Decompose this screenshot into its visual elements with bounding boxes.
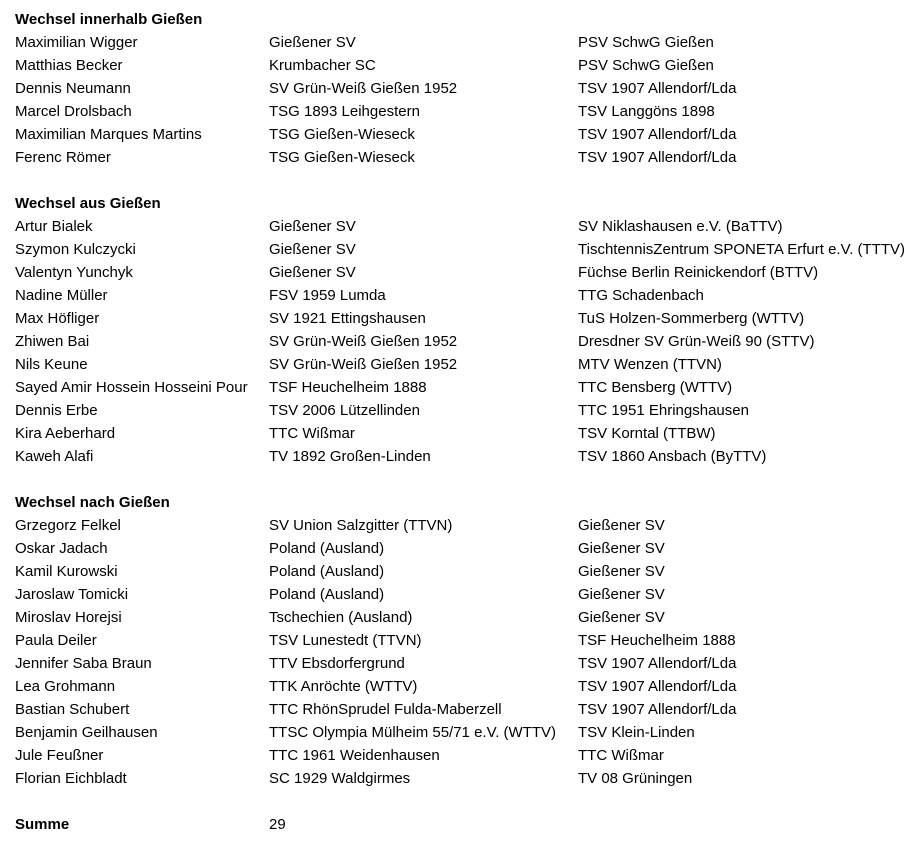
- summary-row: [15, 813, 913, 836]
- transfer-row: [15, 100, 913, 123]
- to-club: TSF Heuchelheim 1888: [578, 632, 736, 649]
- to-club: TSV 1907 Allendorf/Lda: [578, 701, 737, 718]
- transfer-row: [15, 744, 913, 767]
- transfer-row: [15, 445, 913, 468]
- to-club: TSV Klein-Linden: [578, 724, 695, 741]
- player-name: Jule Feußner: [15, 747, 104, 764]
- from-club: Gießener SV: [269, 241, 356, 258]
- player-name: Maximilian Marques Martins: [15, 126, 202, 143]
- transfer-row: [15, 560, 913, 583]
- player-name: Szymon Kulczycki: [15, 241, 136, 258]
- transfer-row: [15, 629, 913, 652]
- from-club: TSF Heuchelheim 1888: [269, 379, 427, 396]
- transfer-row: [15, 215, 913, 238]
- spacer-row: [15, 169, 913, 192]
- from-club: TSG Gießen-Wieseck: [269, 126, 415, 143]
- from-club: Gießener SV: [269, 218, 356, 235]
- to-club: SV Niklashausen e.V. (BaTTV): [578, 218, 783, 235]
- to-club: TuS Holzen-Sommerberg (WTTV): [578, 310, 805, 327]
- player-name: Dennis Neumann: [15, 80, 131, 97]
- player-name: Maximilian Wigger: [15, 34, 138, 51]
- player-name: Kaweh Alafi: [15, 448, 94, 465]
- to-club: TSV 1860 Ansbach (ByTTV): [578, 448, 767, 465]
- transfer-row: [15, 514, 913, 537]
- to-club: TSV 1907 Allendorf/Lda: [578, 149, 737, 166]
- player-name: Oskar Jadach: [15, 540, 108, 557]
- from-club: SV Grün-Weiß Gießen 1952: [269, 80, 458, 97]
- player-name: Kira Aeberhard: [15, 425, 116, 442]
- player-name: Miroslav Horejsi: [15, 609, 122, 626]
- to-club: Gießener SV: [578, 563, 665, 580]
- player-name: Nadine Müller: [15, 287, 108, 304]
- player-name: Valentyn Yunchyk: [15, 264, 133, 281]
- from-club: Poland (Ausland): [269, 563, 385, 580]
- transfer-row: [15, 422, 913, 445]
- from-club: TTC 1961 Weidenhausen: [269, 747, 440, 764]
- to-club: TSV 1907 Allendorf/Lda: [578, 126, 737, 143]
- player-name: Paula Deiler: [15, 632, 97, 649]
- to-club: TSV 1907 Allendorf/Lda: [578, 678, 737, 695]
- to-club: PSV SchwG Gießen: [578, 57, 714, 74]
- player-name: Grzegorz Felkel: [15, 517, 121, 534]
- from-club: TSV 2006 Lützellinden: [269, 402, 420, 419]
- transfer-row: [15, 238, 913, 261]
- transfer-row: [15, 284, 913, 307]
- to-club: PSV SchwG Gießen: [578, 34, 714, 51]
- summary-value: 29: [269, 816, 286, 833]
- transfer-row: [15, 721, 913, 744]
- to-club: TischtennisZentrum SPONETA Erfurt e.V. (TTTV): [578, 241, 906, 258]
- to-club: Gießener SV: [578, 517, 665, 534]
- from-club: Krumbacher SC: [269, 57, 376, 74]
- from-club: Poland (Ausland): [269, 540, 385, 557]
- player-name: Max Höfliger: [15, 310, 100, 327]
- from-club: SV Grün-Weiß Gießen 1952: [269, 333, 458, 350]
- from-club: TTK Anröchte (WTTV): [269, 678, 418, 695]
- transfer-row: [15, 54, 913, 77]
- to-club: TV 08 Grüningen: [578, 770, 693, 787]
- spacer-row: [15, 468, 913, 491]
- transfer-row: [15, 77, 913, 100]
- from-club: Tschechien (Ausland): [269, 609, 413, 626]
- from-club: SV Union Salzgitter (TTVN): [269, 517, 453, 534]
- from-club: FSV 1959 Lumda: [269, 287, 386, 304]
- section-header: [15, 491, 913, 514]
- transfer-row: [15, 675, 913, 698]
- section-title: Wechsel nach Gießen: [15, 494, 170, 511]
- from-club: TSG 1893 Leihgestern: [269, 103, 420, 120]
- transfer-row: [15, 767, 913, 790]
- transfer-row: [15, 330, 913, 353]
- from-club: Gießener SV: [269, 34, 356, 51]
- from-club: Gießener SV: [269, 264, 356, 281]
- transfer-row: [15, 353, 913, 376]
- to-club: Dresdner SV Grün-Weiß 90 (STTV): [578, 333, 815, 350]
- to-club: TSV Korntal (TTBW): [578, 425, 716, 442]
- transfer-row: [15, 376, 913, 399]
- player-name: Ferenc Römer: [15, 149, 111, 166]
- from-club: TSG Gießen-Wieseck: [269, 149, 415, 166]
- transfer-row: [15, 31, 913, 54]
- transfer-row: [15, 123, 913, 146]
- transfer-row: [15, 606, 913, 629]
- player-name: Bastian Schubert: [15, 701, 130, 718]
- player-name: Kamil Kurowski: [15, 563, 118, 580]
- from-club: TTV Ebsdorfergrund: [269, 655, 405, 672]
- section-title: Wechsel innerhalb Gießen: [15, 11, 203, 28]
- player-name: Marcel Drolsbach: [15, 103, 132, 120]
- transfer-row: [15, 261, 913, 284]
- spacer-row: [15, 790, 913, 813]
- from-club: TV 1892 Großen-Linden: [269, 448, 431, 465]
- summary-label: Summe: [15, 816, 70, 833]
- from-club: TTSC Olympia Mülheim 55/71 e.V. (WTTV): [269, 724, 557, 741]
- to-club: Gießener SV: [578, 609, 665, 626]
- player-name: Sayed Amir Hossein Hosseini Pour: [15, 379, 248, 396]
- to-club: TSV Langgöns 1898: [578, 103, 715, 120]
- from-club: TTC RhönSprudel Fulda-Maberzell: [269, 701, 502, 718]
- transfer-list-document: [15, 8, 913, 836]
- transfer-row: [15, 652, 913, 675]
- player-name: Jaroslaw Tomicki: [15, 586, 129, 603]
- from-club: TSV Lunestedt (TTVN): [269, 632, 422, 649]
- player-name: Nils Keune: [15, 356, 88, 373]
- to-club: Füchse Berlin Reinickendorf (BTTV): [578, 264, 819, 281]
- from-club: SV Grün-Weiß Gießen 1952: [269, 356, 458, 373]
- player-name: Lea Grohmann: [15, 678, 116, 695]
- transfer-row: [15, 307, 913, 330]
- to-club: TSV 1907 Allendorf/Lda: [578, 655, 737, 672]
- to-club: Gießener SV: [578, 586, 665, 603]
- to-club: TSV 1907 Allendorf/Lda: [578, 80, 737, 97]
- player-name: Matthias Becker: [15, 57, 123, 74]
- player-name: Dennis Erbe: [15, 402, 98, 419]
- section-header: [15, 192, 913, 215]
- to-club: TTC Bensberg (WTTV): [578, 379, 733, 396]
- from-club: TTC Wißmar: [269, 425, 355, 442]
- transfer-row: [15, 537, 913, 560]
- transfer-row: [15, 146, 913, 169]
- player-name: Zhiwen Bai: [15, 333, 90, 350]
- to-club: TTC Wißmar: [578, 747, 664, 764]
- player-name: Benjamin Geilhausen: [15, 724, 158, 741]
- from-club: Poland (Ausland): [269, 586, 385, 603]
- to-club: MTV Wenzen (TTVN): [578, 356, 722, 373]
- to-club: TTG Schadenbach: [578, 287, 704, 304]
- section-title: Wechsel aus Gießen: [15, 195, 161, 212]
- player-name: Jennifer Saba Braun: [15, 655, 152, 672]
- to-club: TTC 1951 Ehringshausen: [578, 402, 749, 419]
- from-club: SV 1921 Ettingshausen: [269, 310, 426, 327]
- player-name: Florian Eichbladt: [15, 770, 127, 787]
- to-club: Gießener SV: [578, 540, 665, 557]
- transfer-row: [15, 698, 913, 721]
- player-name: Artur Bialek: [15, 218, 93, 235]
- section-header: [15, 8, 913, 31]
- from-club: SC 1929 Waldgirmes: [269, 770, 411, 787]
- transfer-row: [15, 583, 913, 606]
- transfer-row: [15, 399, 913, 422]
